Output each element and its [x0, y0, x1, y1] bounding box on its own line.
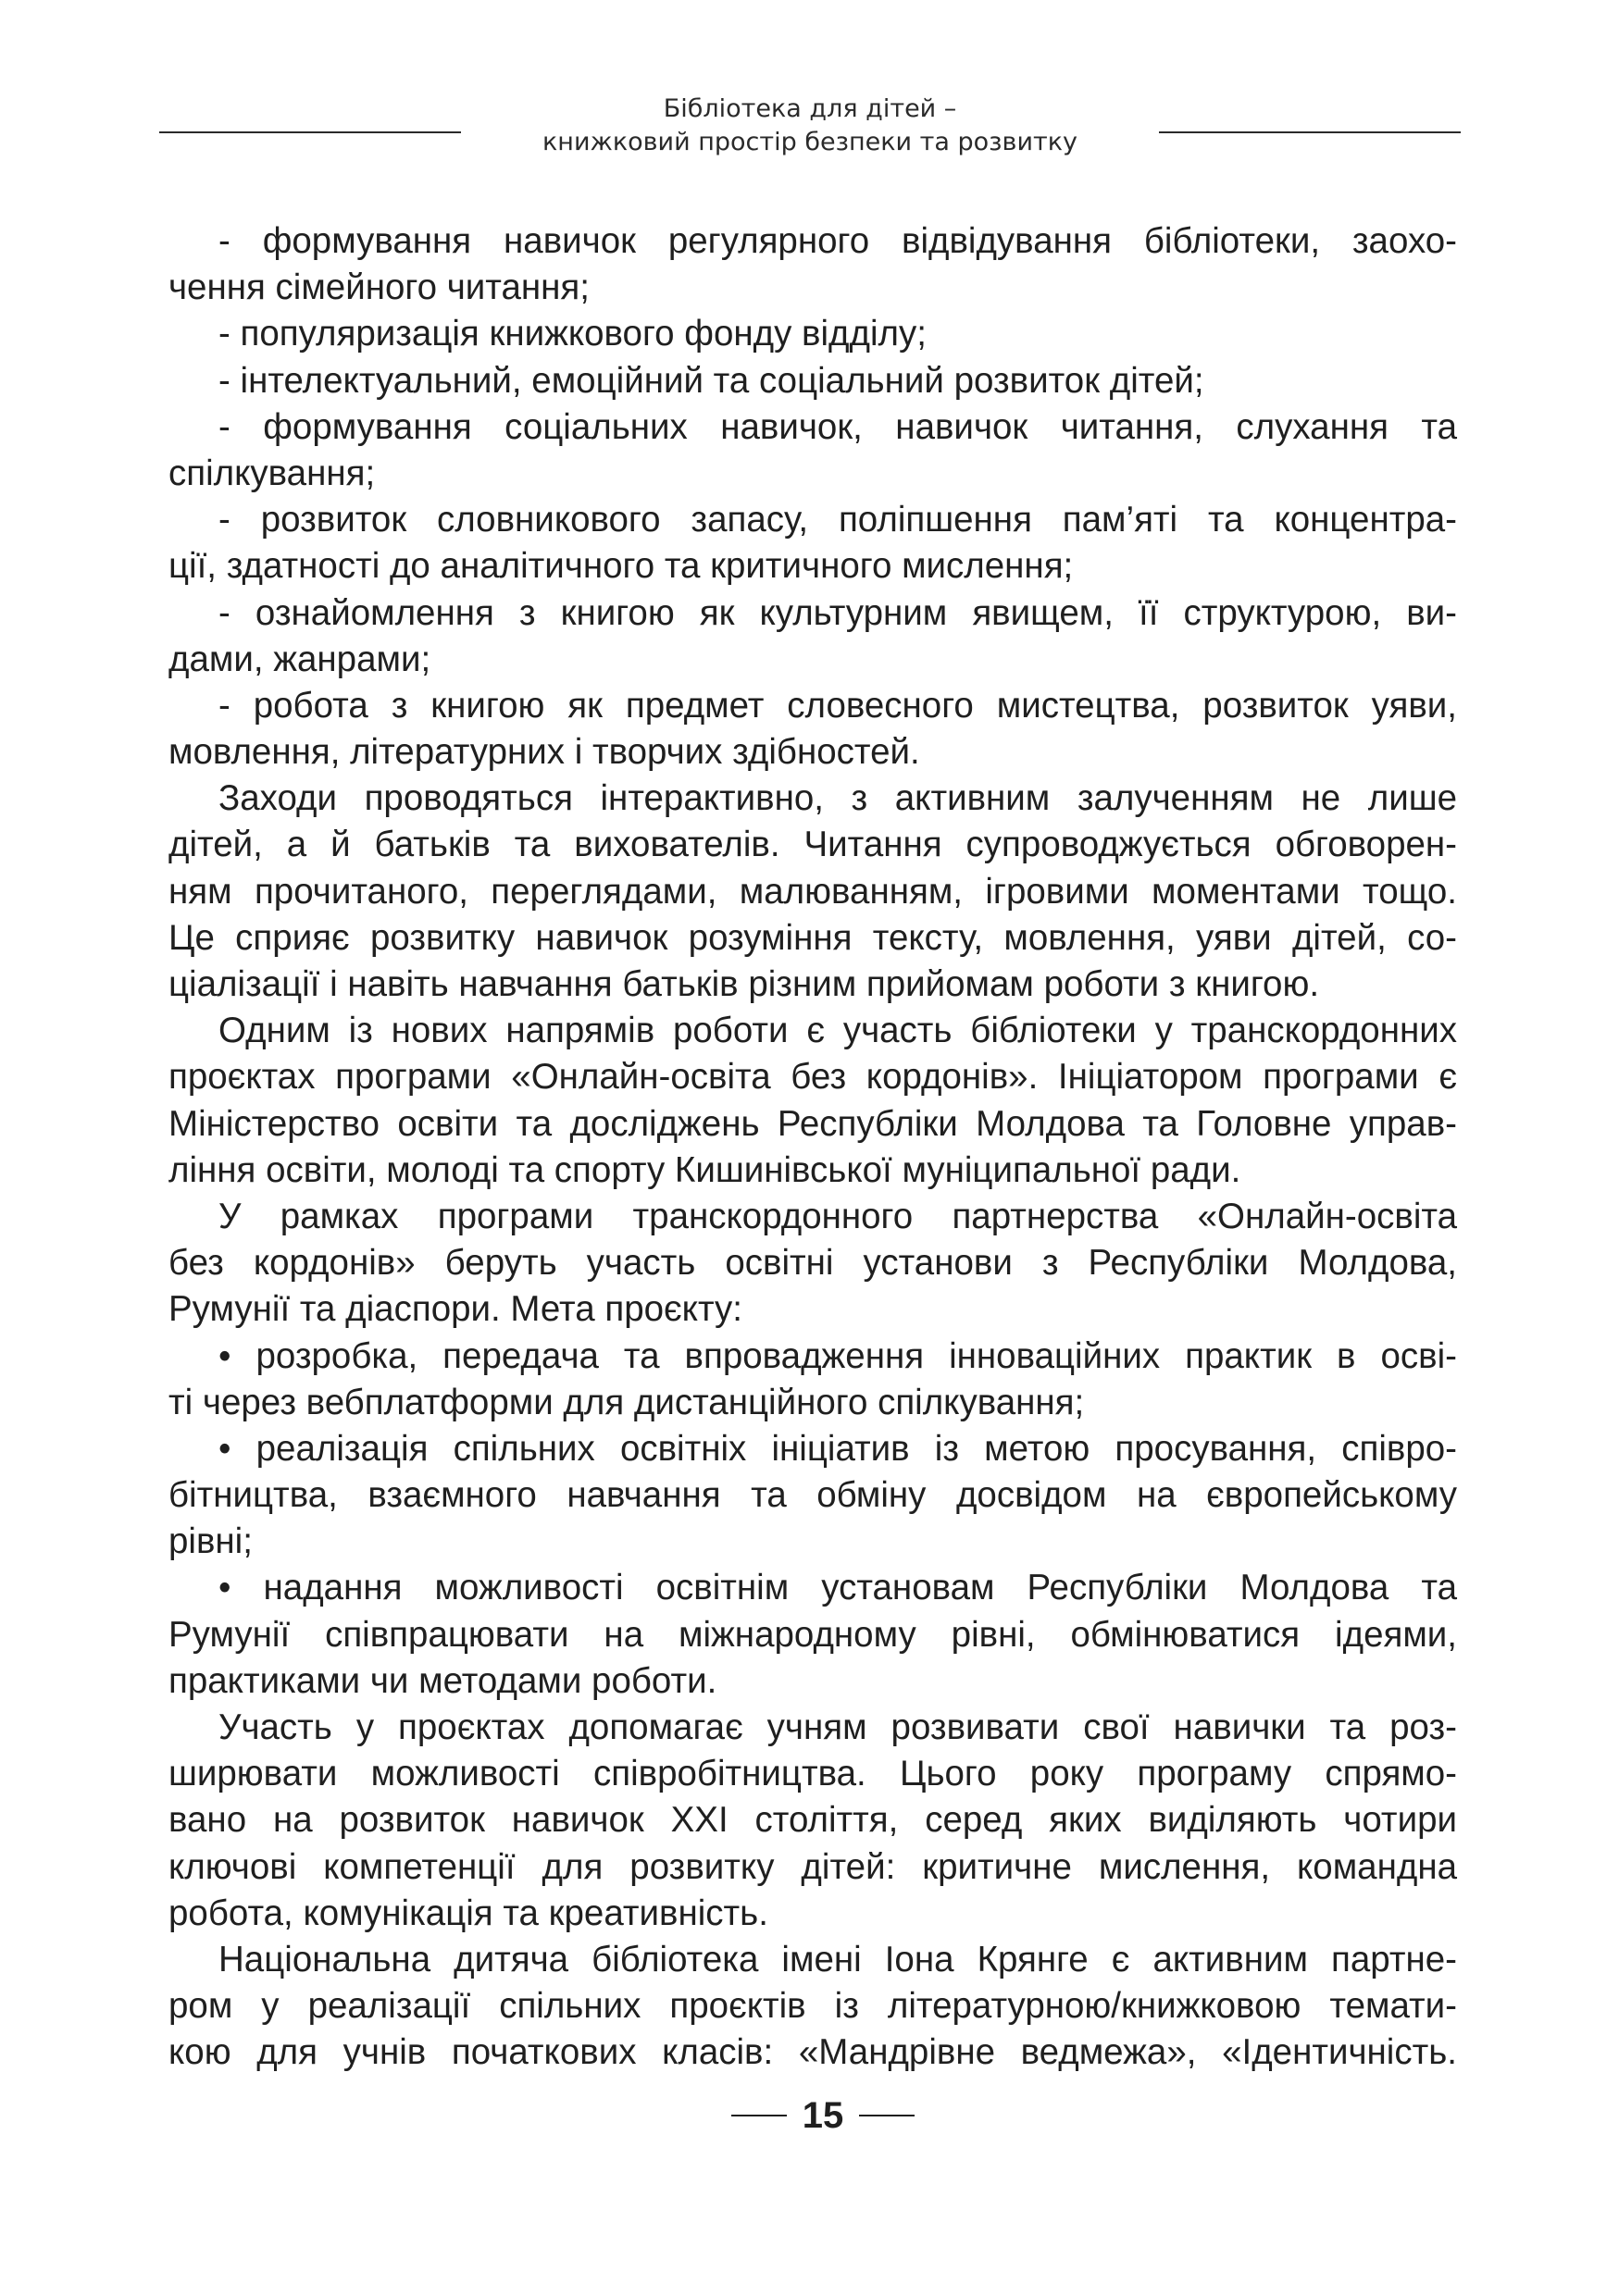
footer-rule-right: [859, 2115, 915, 2116]
header-rule-right: [1159, 131, 1461, 133]
text-line: • реалізація спільних освітніх ініціатив із метою просування, співро-: [218, 1428, 1457, 1469]
text-line: спілкування;: [168, 453, 376, 493]
text-line: ням прочитаного, переглядами, малюванням, ігровими моментами тощо.: [168, 871, 1457, 912]
text-line: кою для учнів початкових класів: «Мандрівне ведмежа», «Ідентичність.: [168, 2032, 1457, 2073]
text-line: дітей, а й батьків та вихователів. Читання супроводжується обговорен-: [168, 825, 1457, 865]
text-line: Одним із нових напрямів роботи є участь бібліотеки у транскордонних: [218, 1011, 1457, 1051]
text-line: У рамках програми транскордонного партнерства «Онлайн-освіта: [218, 1196, 1457, 1236]
text-line: Участь у проєктах допомагає учням розвивати свої навички та роз-: [218, 1707, 1457, 1747]
text-line: робота, комунікація та креативність.: [168, 1893, 768, 1933]
text-line: рівні;: [168, 1521, 253, 1562]
text-line: - розвиток словникового запасу, поліпшення пам’яті та концентра-: [218, 500, 1457, 540]
text-line: ління освіти, молоді та спорту Кишинівської муніципальної ради.: [168, 1149, 1241, 1190]
header-rule-left: [159, 131, 461, 133]
header-title-line-2: книжковий простір безпеки та розвитку: [542, 128, 1078, 156]
page-number: 15: [802, 2095, 844, 2136]
text-line: ключові компетенції для розвитку дітей: критичне мислення, командна: [168, 1846, 1457, 1887]
text-line: бітництва, взаємного навчання та обміну досвідом на європейському: [168, 1475, 1457, 1516]
text-line: - інтелектуальний, емоційний та соціальний розвиток дітей;: [218, 360, 1204, 401]
text-line: дами, жанрами;: [168, 639, 431, 679]
text-line: Це сприяє розвитку навичок розуміння тексту, мовлення, уяви дітей, со-: [168, 917, 1457, 958]
text-line: • надання можливості освітнім установам Республіки Молдова та: [218, 1568, 1457, 1608]
text-line: ширювати можливості співробітництва. Цього року програму спрямо-: [168, 1754, 1457, 1794]
page-footer: [0, 2090, 1619, 2145]
text-line: Міністерство освіти та досліджень Республіки Молдова та Головне управ-: [168, 1103, 1457, 1144]
text-line: ціалізації і навіть навчання батьків різним прийомам роботи з книгою.: [168, 964, 1320, 1004]
text-line: - робота з книгою як предмет словесного мистецтва, розвиток уяви,: [218, 685, 1457, 726]
footer-rule-left: [731, 2115, 787, 2116]
text-line: - формування навичок регулярного відвідування бібліотеки, заохо-: [218, 221, 1457, 261]
text-line: - популяризація книжкового фонду відділу;: [218, 314, 927, 354]
text-line: чення сімейного читання;: [168, 267, 590, 308]
body-text: [168, 218, 1457, 2077]
text-line: вано на розвиток навичок XXI століття, серед яких виділяють чотири: [168, 1800, 1457, 1841]
text-line: Національна дитяча бібліотека імені Іона Крянге є активним партне-: [218, 1939, 1457, 1980]
text-line: практиками чи методами роботи.: [168, 1660, 717, 1701]
text-line: • розробка, передача та впровадження інноваційних практик в осві-: [218, 1335, 1457, 1376]
text-line: мовлення, літературних і творчих здібностей.: [168, 732, 920, 773]
text-line: ром у реалізації спільних проєктів із літературною/книжковою темати-: [168, 1986, 1457, 2027]
header-title: [463, 93, 1157, 159]
text-line: Румунії та діаспори. Мета проєкту:: [168, 1289, 742, 1330]
text-line: ті через вебплатформи для дистанційного спілкування;: [168, 1382, 1085, 1422]
text-line: без кордонів» беруть участь освітні установи з Республіки Молдова,: [168, 1243, 1457, 1284]
text-line: - ознайомлення з книгою як культурним явищем, її структурою, ви-: [218, 592, 1457, 633]
text-line: проєктах програми «Онлайн-освіта без кордонів». Ініціатором програми є: [168, 1057, 1457, 1098]
header-title-line-1: Бібліотека для дітей –: [663, 94, 957, 123]
text-line: - формування соціальних навичок, навичок читання, слухання та: [218, 406, 1457, 447]
text-line: Румунії співпрацювати на міжнародному рівні, обмінюватися ідеями,: [168, 1614, 1457, 1655]
text-line: ції, здатності до аналітичного та критичного мислення;: [168, 546, 1074, 587]
text-line: Заходи проводяться інтерактивно, з активним залученням не лише: [218, 778, 1457, 819]
running-header: [0, 83, 1619, 167]
